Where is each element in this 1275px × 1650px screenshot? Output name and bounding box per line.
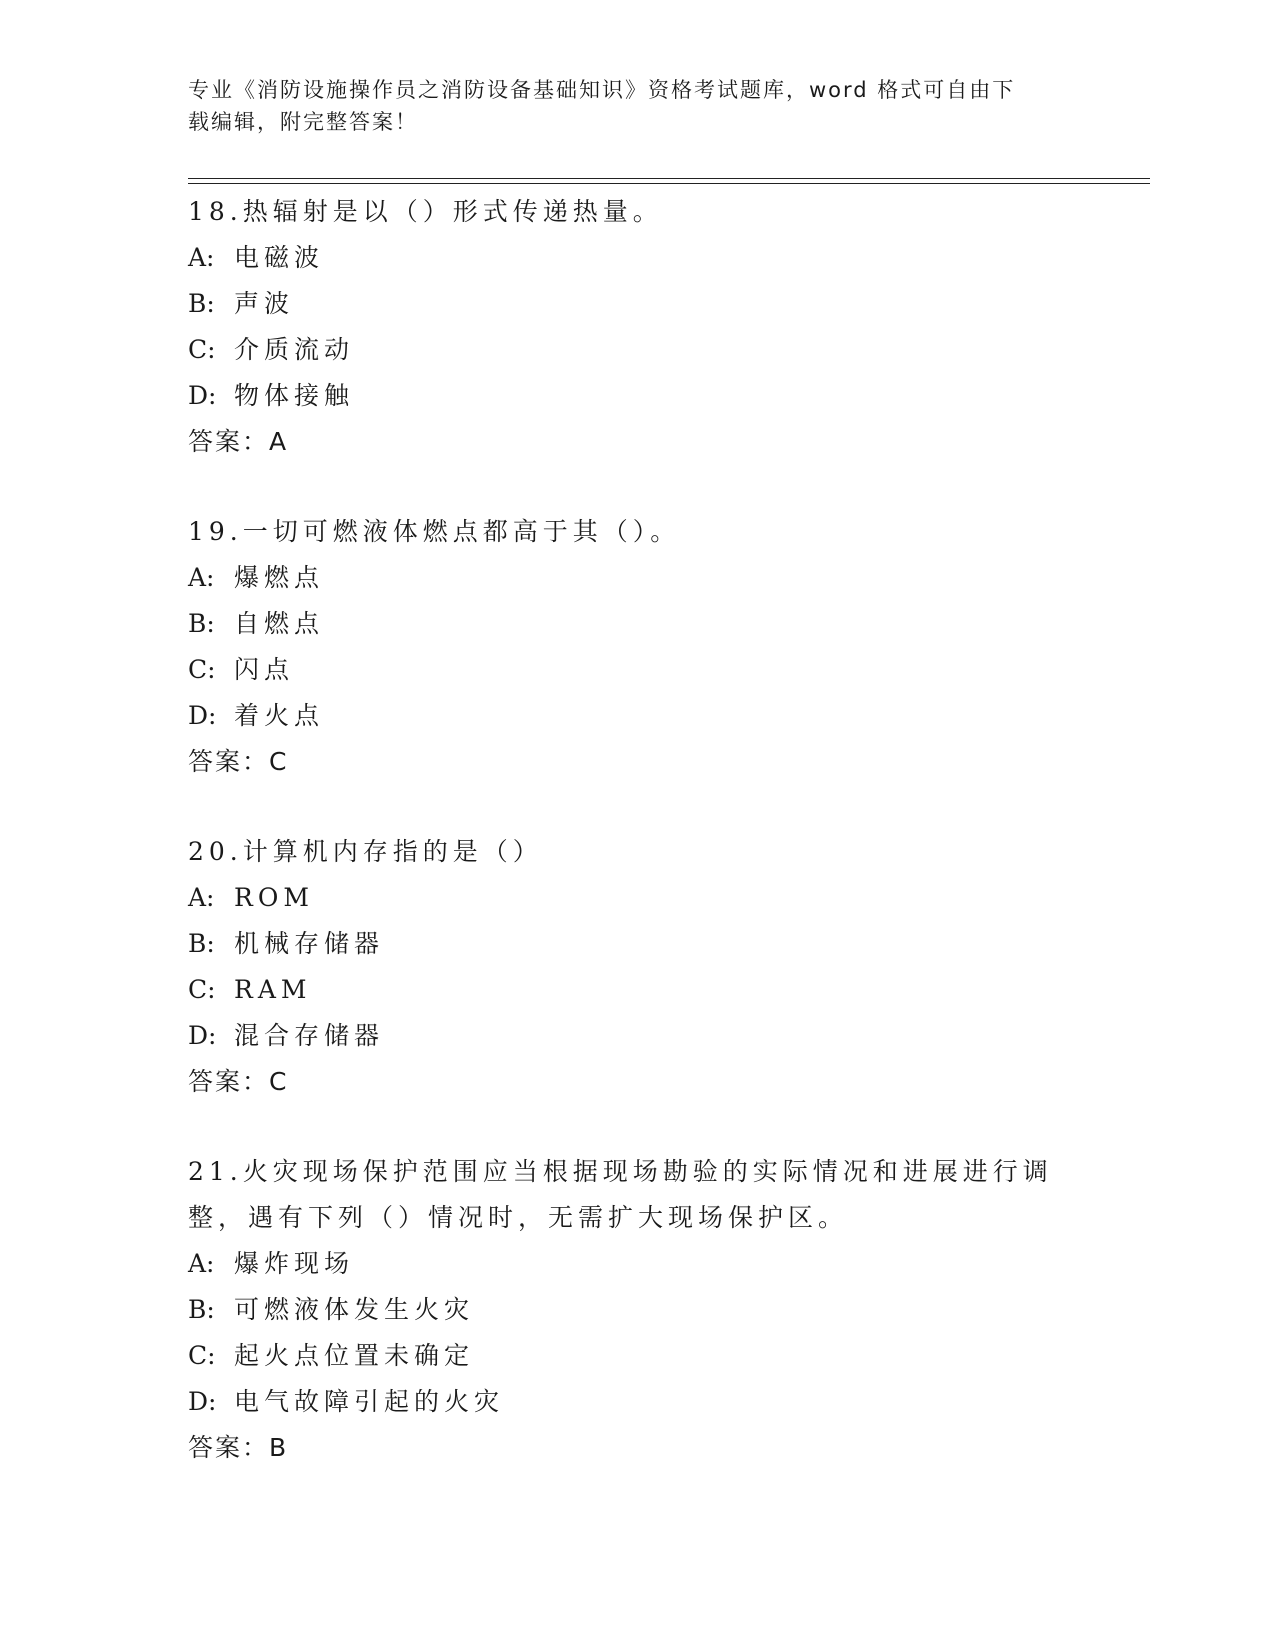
option-c: [188, 967, 1088, 1013]
answer-line: 答案：B: [188, 1433, 289, 1462]
option-text: 闪点: [234, 655, 295, 684]
option-text: 物体接触: [234, 381, 355, 410]
option-text: RAM: [234, 975, 312, 1004]
option-c: [188, 1333, 1088, 1379]
option-letter: B:: [188, 609, 215, 638]
question-18: [188, 189, 1088, 465]
option-letter: A:: [188, 883, 215, 912]
question-stem: 20.计算机内存指的是（）: [188, 837, 543, 866]
option-letter: B:: [188, 929, 215, 958]
option-letter: A:: [188, 243, 215, 272]
option-text: 混合存储器: [234, 1021, 385, 1050]
option-letter: A:: [188, 1249, 215, 1278]
question-19: [188, 509, 1088, 785]
option-b: [188, 281, 1088, 327]
option-text: 介质流动: [234, 335, 355, 364]
header-line-1: 专业《消防设施操作员之消防设备基础知识》资格考试题库，word 格式可自由下: [188, 78, 1016, 102]
option-letter: B:: [188, 289, 215, 318]
option-letter: D:: [188, 701, 217, 730]
question-list: [188, 189, 1088, 1515]
question-stem: 18.热辐射是以（）形式传递热量。: [188, 197, 663, 226]
option-a: [188, 875, 1088, 921]
option-letter: D:: [188, 381, 217, 410]
option-text: ROM: [234, 883, 314, 912]
option-letter: C:: [188, 1341, 216, 1370]
document-header: [188, 74, 1068, 138]
header-divider-bottom: [188, 183, 1150, 184]
option-letter: D:: [188, 1021, 217, 1050]
option-c: [188, 327, 1088, 373]
option-letter: D:: [188, 1387, 217, 1416]
answer-line: 答案：C: [188, 747, 289, 776]
option-b: [188, 921, 1088, 967]
option-a: [188, 555, 1088, 601]
option-a: [188, 235, 1088, 281]
option-text: 声波: [234, 289, 295, 318]
option-text: 起火点位置未确定: [234, 1341, 475, 1370]
option-text: 爆燃点: [234, 563, 325, 592]
option-d: [188, 1013, 1088, 1059]
option-text: 机械存储器: [234, 929, 385, 958]
question-stem: 19.一切可燃液体燃点都高于其（）。: [188, 517, 681, 546]
answer-line: 答案：A: [188, 427, 289, 456]
option-letter: B:: [188, 1295, 215, 1324]
header-line-2: 载编辑，附完整答案！: [188, 110, 418, 134]
option-a: [188, 1241, 1088, 1287]
option-d: [188, 373, 1088, 419]
option-text: 自燃点: [234, 609, 325, 638]
option-text: 爆炸现场: [234, 1249, 355, 1278]
option-text: 电气故障引起的火灾: [234, 1387, 505, 1416]
option-letter: A:: [188, 563, 215, 592]
option-text: 可燃液体发生火灾: [234, 1295, 475, 1324]
option-b: [188, 1287, 1088, 1333]
option-letter: C:: [188, 655, 216, 684]
question-stem: 21.火灾现场保护范围应当根据现场勘验的实际情况和进展进行调整，遇有下列（）情况时，无需扩大现场保护区。: [188, 1157, 1053, 1232]
question-21: [188, 1149, 1088, 1471]
header-divider-top: [188, 178, 1150, 179]
answer-line: 答案：C: [188, 1067, 289, 1096]
option-letter: C:: [188, 975, 216, 1004]
option-text: 电磁波: [234, 243, 325, 272]
option-text: 着火点: [234, 701, 325, 730]
option-d: [188, 1379, 1088, 1425]
option-c: [188, 647, 1088, 693]
question-20: [188, 829, 1088, 1105]
option-b: [188, 601, 1088, 647]
option-d: [188, 693, 1088, 739]
option-letter: C:: [188, 335, 216, 364]
